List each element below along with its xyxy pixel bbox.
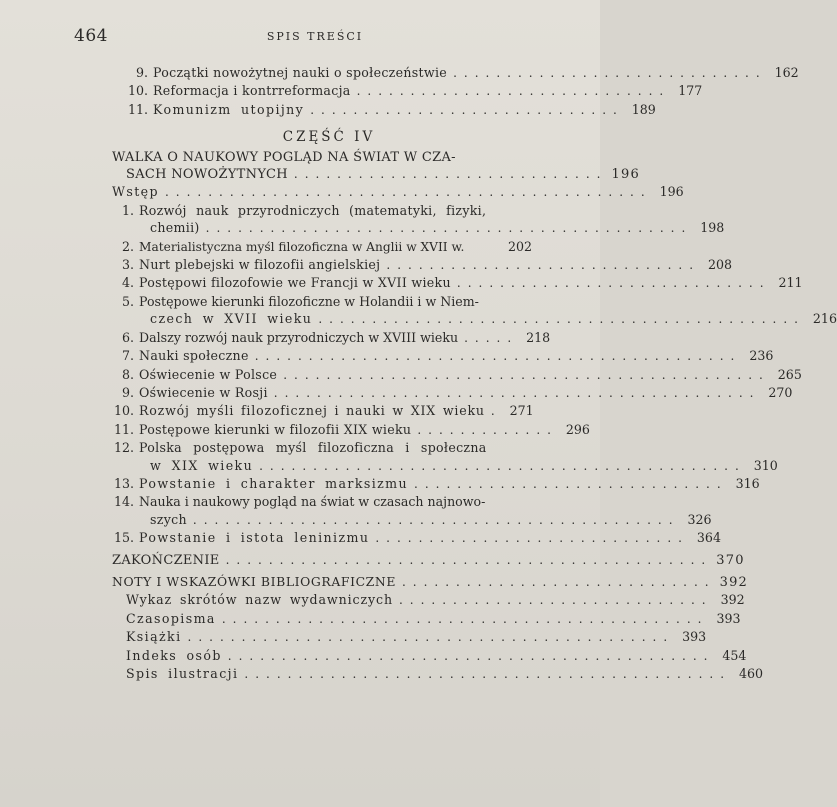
toc-entry <box>112 493 532 510</box>
entry-page: 196 <box>611 167 640 183</box>
dot-leader: ............................................. <box>273 385 761 400</box>
toc-entry <box>112 183 684 201</box>
entry-title: Postępowe kierunki w filozofii XIX wieku <box>139 421 412 437</box>
dot-leader: ............................. <box>401 574 716 589</box>
part-heading-text: WALKA O NAUKOWY POGLĄD NA ŚWIAT W CZA- <box>112 149 456 165</box>
entry-number: 1. <box>121 202 134 218</box>
entry-title: Książki <box>126 629 182 645</box>
entry-number: 8. <box>121 366 134 382</box>
entry-page: 218 <box>526 329 551 345</box>
entry-page: 189 <box>631 101 656 117</box>
dot-leader: ............. <box>417 422 558 437</box>
dot-leader: ............................. <box>456 276 771 291</box>
toc-entry <box>112 329 551 347</box>
entry-page: 364 <box>696 530 721 546</box>
table-of-contents <box>112 64 837 683</box>
page-number: 464 <box>74 26 108 46</box>
toc-entry <box>112 610 741 628</box>
entry-page: 270 <box>768 384 793 400</box>
toc-entry <box>112 293 532 310</box>
entry-title: Postępowi filozofowie we Francji w XVII wieku <box>139 275 451 291</box>
toc-entry <box>112 421 590 439</box>
entry-number: 7. <box>121 348 134 364</box>
part-heading-line <box>112 149 532 166</box>
dot-leader: ............................. <box>375 531 689 546</box>
entry-title: Nauka i naukowy pogląd na świat w czasach najnowo- <box>139 494 486 510</box>
entry-page: 271 <box>509 403 534 419</box>
entry-title: Polska postępowa myśl filozoficzna i społeczna <box>139 440 487 456</box>
entry-title: Materialistyczna myśl filozoficzna w Anglii w XVII w. <box>139 239 465 254</box>
toc-entry <box>112 475 760 493</box>
entry-number: 11. <box>113 421 134 437</box>
entry-page: 196 <box>659 184 684 200</box>
toc-entry <box>112 647 747 665</box>
running-title: SPIS TREŚCI <box>266 30 364 43</box>
dot-leader: ............................................. <box>205 221 693 236</box>
entry-page: 454 <box>722 647 747 663</box>
dot-leader: . <box>490 404 502 419</box>
entry-page: 310 <box>753 457 778 473</box>
entry-number: 4. <box>121 275 134 291</box>
entry-title: Nurt plebejski w filozofii angielskiej <box>139 257 381 273</box>
entry-title: Wykaz skrótów nazw wydawniczych <box>126 592 393 608</box>
entry-title: Oświecenie w Rosji <box>139 384 268 400</box>
entry-page: 392 <box>720 592 745 608</box>
entry-page: 326 <box>687 511 712 527</box>
toc-entry <box>112 64 799 82</box>
toc-entry <box>112 552 745 569</box>
dot-leader: ............................. <box>293 167 608 182</box>
toc-entry-continuation <box>112 511 712 529</box>
entry-number: 12. <box>113 440 134 456</box>
entry-number: 9. <box>121 384 134 400</box>
dot-leader: ............................. <box>414 476 728 491</box>
entry-title: Oświecenie w Polsce <box>139 366 278 382</box>
toc-entry <box>112 573 749 591</box>
toc-entry <box>112 665 764 683</box>
entry-page: 177 <box>678 83 703 99</box>
entry-title: Indeks osób <box>126 647 222 663</box>
toc-entry <box>112 529 721 547</box>
entry-number: 5. <box>121 293 134 309</box>
toc-entry <box>112 402 532 420</box>
entry-number: 9. <box>135 65 148 80</box>
dot-leader: ............................. <box>356 84 671 99</box>
dot-leader: ............................................. <box>164 185 652 200</box>
entry-number: 14. <box>113 494 134 510</box>
dot-leader: ............................. <box>398 593 713 608</box>
part-label: CZĘŚĆ IV <box>282 129 376 146</box>
entry-page: 393 <box>716 610 741 626</box>
entry-title: Postępowe kierunki filozoficzne w Holandii i w Niem- <box>139 293 479 309</box>
entry-title-cont: czech w XVII wieku <box>150 311 313 327</box>
entry-title-cont: szych <box>150 511 187 527</box>
dot-leader: ..... <box>464 330 519 345</box>
entry-page: 202 <box>507 238 532 254</box>
toc-entry <box>112 439 532 456</box>
entry-number: 2. <box>121 238 134 254</box>
entry-page: 216 <box>812 311 837 327</box>
dot-leader: ............................................. <box>192 512 680 527</box>
entry-title: ZAKOŃCZENIE <box>112 552 220 568</box>
toc-entry <box>112 384 793 402</box>
entry-title: Komunizm utopijny <box>153 101 305 117</box>
entry-title: Reformacja i kontrreformacja <box>153 83 351 99</box>
entry-page: 296 <box>565 421 590 437</box>
dot-leader: ............................................. <box>259 458 746 473</box>
dot-leader: ............................................. <box>254 349 742 364</box>
entry-number: 10. <box>113 403 134 419</box>
toc-entry <box>112 366 802 384</box>
entry-title: Rozwój nauk przyrodniczych (matematyki, fizyki, <box>139 202 487 218</box>
toc-entry <box>112 238 532 256</box>
dot-leader: ............................. <box>310 102 624 117</box>
entry-page: 392 <box>719 574 749 590</box>
entry-number: 11. <box>127 101 148 117</box>
entry-title: Powstanie i charakter marksizmu <box>139 475 409 491</box>
dot-leader: ............................................. <box>283 367 770 382</box>
toc-entry <box>112 347 774 365</box>
entry-number: 6. <box>121 329 134 345</box>
entry-title-cont: chemii) <box>150 220 200 236</box>
dot-leader: ............................................. <box>318 312 805 327</box>
entry-page: 393 <box>682 629 707 645</box>
dot-leader: ............................. <box>386 258 701 273</box>
dot-leader: ............................................. <box>225 552 713 567</box>
entry-title: Początki nowożytnej nauki o społeczeństwie <box>153 65 448 80</box>
part-heading-text: SACH NOWOŻYTNYCH <box>126 167 288 183</box>
toc-entry <box>112 628 707 646</box>
entry-number: 10. <box>127 83 148 99</box>
entry-page: 316 <box>735 475 760 491</box>
toc-entry <box>112 82 703 100</box>
entry-title: NOTY I WSKAZÓWKI BIBLIOGRAFICZNE <box>112 573 396 589</box>
dot-leader: ............................................. <box>244 667 732 681</box>
entry-title: Czasopisma <box>126 610 216 626</box>
toc-entry <box>112 101 656 119</box>
entry-title: Spis ilustracji <box>126 666 239 681</box>
entry-page: 265 <box>777 366 802 382</box>
toc-entry-continuation <box>112 310 837 328</box>
entry-page: 370 <box>716 552 745 568</box>
entry-number: 15. <box>113 530 134 546</box>
entry-title: Dalszy rozwój nauk przyrodniczych w XVIII wieku <box>139 329 459 345</box>
dot-leader: ............................. <box>453 66 767 80</box>
dot-leader: ............................................. <box>221 611 709 626</box>
entry-number: 3. <box>121 257 134 273</box>
toc-entry <box>112 591 745 609</box>
entry-title: Rozwój myśli filozoficznej i nauki w XIX wieku <box>139 403 485 419</box>
toc-entry <box>112 256 733 274</box>
entry-page: 236 <box>749 348 774 364</box>
entry-number: 13. <box>113 475 134 491</box>
toc-entry-continuation <box>112 219 725 237</box>
toc-entry <box>112 274 803 292</box>
entry-title: Nauki społeczne <box>139 348 249 364</box>
entry-title-cont: w XIX wieku <box>150 457 254 473</box>
toc-entry-continuation <box>112 457 778 475</box>
entry-page: 460 <box>739 666 764 681</box>
entry-page: 198 <box>700 220 725 236</box>
entry-page: 162 <box>774 65 799 80</box>
entry-page: 211 <box>778 275 803 291</box>
dot-leader: ............................................. <box>187 630 675 645</box>
part-heading-line <box>112 166 640 183</box>
entry-page: 208 <box>707 257 733 273</box>
entry-title: Wstęp <box>112 184 159 200</box>
toc-entry <box>112 202 532 219</box>
dot-leader: ............................................. <box>227 648 715 663</box>
entry-title: Powstanie i istota leninizmu <box>139 530 370 546</box>
